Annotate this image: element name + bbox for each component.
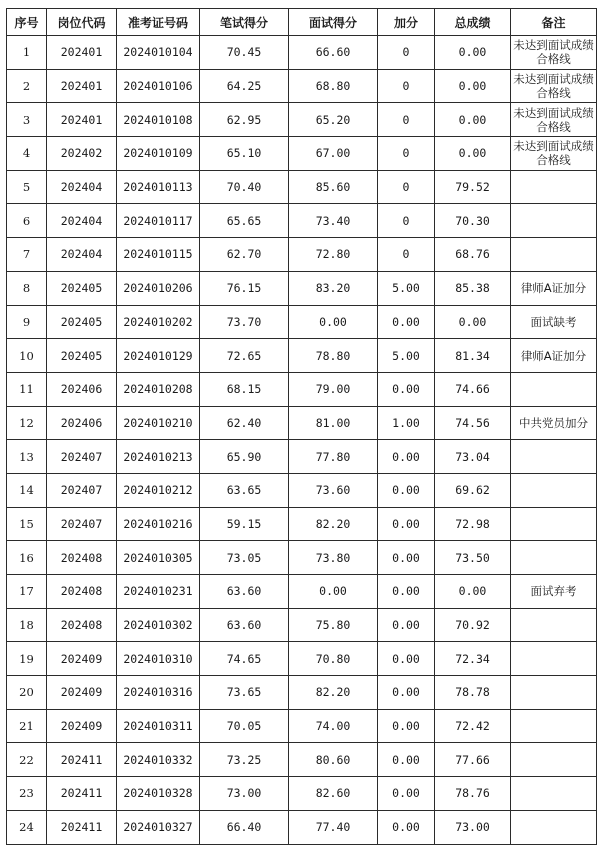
cell-total-score: 78.78 [435,676,511,710]
table-row [7,642,597,676]
cell-post-code: 202405 [47,271,117,305]
cell-post-code: 202401 [47,36,117,70]
cell-bonus: 1.00 [378,406,435,440]
cell-post-code: 202407 [47,473,117,507]
cell-written-score: 63.60 [200,608,289,642]
cell-post-code: 202404 [47,238,117,272]
cell-written-score: 73.00 [200,777,289,811]
cell-seq: 7 [7,238,47,272]
cell-total-score: 85.38 [435,271,511,305]
cell-remarks: 未达到面试成绩合格线 [511,137,597,171]
header-remarks: 备注 [511,9,597,36]
cell-interview-score: 73.60 [289,473,378,507]
table-header [7,9,597,36]
cell-total-score: 70.92 [435,608,511,642]
cell-written-score: 76.15 [200,271,289,305]
cell-ticket-number: 2024010113 [117,170,200,204]
cell-remarks [511,676,597,710]
cell-seq: 8 [7,271,47,305]
cell-post-code: 202402 [47,137,117,171]
cell-bonus: 0 [378,69,435,103]
table-row [7,608,597,642]
cell-remarks: 律师A证加分 [511,339,597,373]
cell-post-code: 202408 [47,608,117,642]
cell-post-code: 202406 [47,406,117,440]
cell-post-code: 202404 [47,170,117,204]
cell-bonus: 0.00 [378,676,435,710]
cell-seq: 12 [7,406,47,440]
header-ticket-number: 准考证号码 [117,9,200,36]
cell-bonus: 0.00 [378,575,435,609]
cell-total-score: 0.00 [435,575,511,609]
cell-total-score: 0.00 [435,36,511,70]
cell-remarks: 未达到面试成绩合格线 [511,103,597,137]
cell-bonus: 0.00 [378,372,435,406]
cell-post-code: 202405 [47,339,117,373]
cell-remarks [511,810,597,844]
cell-total-score: 70.30 [435,204,511,238]
cell-interview-score: 73.80 [289,541,378,575]
table-row [7,743,597,777]
cell-bonus: 0 [378,36,435,70]
table-row [7,103,597,137]
table-row [7,137,597,171]
cell-written-score: 73.70 [200,305,289,339]
cell-bonus: 0.00 [378,709,435,743]
cell-remarks: 未达到面试成绩合格线 [511,69,597,103]
cell-bonus: 0.00 [378,305,435,339]
header-written-score: 笔试得分 [200,9,289,36]
cell-interview-score: 65.20 [289,103,378,137]
cell-bonus: 0 [378,103,435,137]
cell-written-score: 72.65 [200,339,289,373]
header-total-score: 总成绩 [435,9,511,36]
cell-post-code: 202401 [47,69,117,103]
cell-interview-score: 78.80 [289,339,378,373]
cell-written-score: 70.40 [200,170,289,204]
cell-remarks [511,238,597,272]
cell-written-score: 70.05 [200,709,289,743]
cell-ticket-number: 2024010117 [117,204,200,238]
cell-post-code: 202409 [47,642,117,676]
table-row [7,238,597,272]
cell-ticket-number: 2024010216 [117,507,200,541]
table-row [7,69,597,103]
table-row [7,440,597,474]
cell-ticket-number: 2024010206 [117,271,200,305]
cell-bonus: 0.00 [378,608,435,642]
cell-ticket-number: 2024010213 [117,440,200,474]
cell-post-code: 202411 [47,810,117,844]
cell-written-score: 68.15 [200,372,289,406]
cell-remarks: 未达到面试成绩合格线 [511,36,597,70]
cell-written-score: 63.60 [200,575,289,609]
header-post-code: 岗位代码 [47,9,117,36]
cell-total-score: 74.66 [435,372,511,406]
table-row [7,507,597,541]
cell-ticket-number: 2024010129 [117,339,200,373]
cell-post-code: 202405 [47,305,117,339]
cell-bonus: 0 [378,137,435,171]
cell-ticket-number: 2024010311 [117,709,200,743]
table-row [7,170,597,204]
cell-remarks: 面试弃考 [511,575,597,609]
cell-written-score: 73.05 [200,541,289,575]
cell-ticket-number: 2024010108 [117,103,200,137]
cell-written-score: 62.40 [200,406,289,440]
cell-interview-score: 80.60 [289,743,378,777]
table-row [7,36,597,70]
cell-seq: 18 [7,608,47,642]
cell-written-score: 73.65 [200,676,289,710]
cell-post-code: 202409 [47,676,117,710]
cell-post-code: 202408 [47,541,117,575]
cell-ticket-number: 2024010332 [117,743,200,777]
cell-written-score: 65.90 [200,440,289,474]
cell-seq: 10 [7,339,47,373]
cell-remarks [511,743,597,777]
cell-interview-score: 82.60 [289,777,378,811]
cell-written-score: 70.45 [200,36,289,70]
score-table [6,8,597,845]
cell-ticket-number: 2024010316 [117,676,200,710]
cell-seq: 22 [7,743,47,777]
cell-seq: 24 [7,810,47,844]
cell-bonus: 0.00 [378,642,435,676]
cell-interview-score: 85.60 [289,170,378,204]
cell-interview-score: 83.20 [289,271,378,305]
cell-interview-score: 68.80 [289,69,378,103]
cell-written-score: 64.25 [200,69,289,103]
cell-bonus: 0.00 [378,777,435,811]
cell-interview-score: 67.00 [289,137,378,171]
table-row [7,305,597,339]
cell-bonus: 0.00 [378,473,435,507]
cell-seq: 6 [7,204,47,238]
cell-interview-score: 82.20 [289,507,378,541]
cell-remarks [511,541,597,575]
cell-total-score: 0.00 [435,137,511,171]
cell-remarks [511,170,597,204]
cell-remarks [511,204,597,238]
cell-bonus: 0 [378,238,435,272]
cell-written-score: 73.25 [200,743,289,777]
cell-remarks [511,440,597,474]
cell-remarks: 律师A证加分 [511,271,597,305]
cell-post-code: 202411 [47,777,117,811]
cell-interview-score: 79.00 [289,372,378,406]
cell-seq: 21 [7,709,47,743]
cell-interview-score: 70.80 [289,642,378,676]
cell-written-score: 62.95 [200,103,289,137]
cell-ticket-number: 2024010305 [117,541,200,575]
cell-total-score: 73.00 [435,810,511,844]
cell-seq: 23 [7,777,47,811]
table-row [7,372,597,406]
cell-post-code: 202409 [47,709,117,743]
cell-remarks [511,473,597,507]
cell-total-score: 72.34 [435,642,511,676]
cell-remarks [511,642,597,676]
cell-seq: 14 [7,473,47,507]
cell-total-score: 72.98 [435,507,511,541]
cell-ticket-number: 2024010212 [117,473,200,507]
cell-written-score: 65.65 [200,204,289,238]
cell-interview-score: 72.80 [289,238,378,272]
cell-interview-score: 81.00 [289,406,378,440]
header-bonus: 加分 [378,9,435,36]
cell-interview-score: 0.00 [289,305,378,339]
cell-seq: 15 [7,507,47,541]
cell-post-code: 202411 [47,743,117,777]
cell-total-score: 81.34 [435,339,511,373]
cell-ticket-number: 2024010208 [117,372,200,406]
cell-total-score: 0.00 [435,305,511,339]
cell-remarks [511,709,597,743]
cell-bonus: 5.00 [378,271,435,305]
table-row [7,339,597,373]
cell-interview-score: 66.60 [289,36,378,70]
cell-post-code: 202406 [47,372,117,406]
cell-bonus: 0 [378,170,435,204]
cell-seq: 11 [7,372,47,406]
cell-ticket-number: 2024010310 [117,642,200,676]
score-sheet [6,8,597,845]
cell-seq: 20 [7,676,47,710]
cell-total-score: 77.66 [435,743,511,777]
cell-seq: 5 [7,170,47,204]
cell-seq: 13 [7,440,47,474]
table-row [7,575,597,609]
cell-post-code: 202407 [47,440,117,474]
table-row [7,810,597,844]
table-row [7,406,597,440]
cell-bonus: 5.00 [378,339,435,373]
cell-seq: 2 [7,69,47,103]
cell-interview-score: 73.40 [289,204,378,238]
cell-ticket-number: 2024010231 [117,575,200,609]
cell-remarks: 中共党员加分 [511,406,597,440]
cell-written-score: 62.70 [200,238,289,272]
table-row [7,541,597,575]
cell-interview-score: 0.00 [289,575,378,609]
cell-bonus: 0.00 [378,810,435,844]
cell-ticket-number: 2024010104 [117,36,200,70]
header-row [7,9,597,36]
cell-total-score: 73.04 [435,440,511,474]
cell-ticket-number: 2024010202 [117,305,200,339]
cell-total-score: 74.56 [435,406,511,440]
cell-remarks [511,608,597,642]
cell-bonus: 0.00 [378,743,435,777]
cell-post-code: 202407 [47,507,117,541]
cell-written-score: 63.65 [200,473,289,507]
cell-written-score: 66.40 [200,810,289,844]
cell-interview-score: 82.20 [289,676,378,710]
cell-ticket-number: 2024010302 [117,608,200,642]
cell-total-score: 68.76 [435,238,511,272]
cell-ticket-number: 2024010210 [117,406,200,440]
cell-ticket-number: 2024010327 [117,810,200,844]
cell-seq: 16 [7,541,47,575]
cell-remarks: 面试缺考 [511,305,597,339]
cell-total-score: 0.00 [435,69,511,103]
cell-total-score: 0.00 [435,103,511,137]
table-row [7,204,597,238]
cell-ticket-number: 2024010106 [117,69,200,103]
cell-seq: 19 [7,642,47,676]
cell-interview-score: 77.40 [289,810,378,844]
cell-ticket-number: 2024010115 [117,238,200,272]
cell-remarks [511,507,597,541]
table-body [7,36,597,845]
cell-bonus: 0.00 [378,507,435,541]
cell-seq: 4 [7,137,47,171]
cell-total-score: 78.76 [435,777,511,811]
cell-written-score: 59.15 [200,507,289,541]
cell-remarks [511,777,597,811]
cell-remarks [511,372,597,406]
cell-ticket-number: 2024010328 [117,777,200,811]
table-row [7,676,597,710]
cell-total-score: 69.62 [435,473,511,507]
table-row [7,709,597,743]
table-row [7,473,597,507]
cell-seq: 9 [7,305,47,339]
cell-seq: 1 [7,36,47,70]
cell-written-score: 65.10 [200,137,289,171]
cell-total-score: 73.50 [435,541,511,575]
cell-seq: 17 [7,575,47,609]
cell-written-score: 74.65 [200,642,289,676]
cell-bonus: 0.00 [378,440,435,474]
cell-ticket-number: 2024010109 [117,137,200,171]
header-interview-score: 面试得分 [289,9,378,36]
cell-interview-score: 75.80 [289,608,378,642]
table-row [7,271,597,305]
cell-bonus: 0.00 [378,541,435,575]
cell-bonus: 0 [378,204,435,238]
cell-post-code: 202408 [47,575,117,609]
cell-post-code: 202401 [47,103,117,137]
cell-total-score: 79.52 [435,170,511,204]
cell-seq: 3 [7,103,47,137]
cell-interview-score: 77.80 [289,440,378,474]
table-row [7,777,597,811]
cell-interview-score: 74.00 [289,709,378,743]
cell-total-score: 72.42 [435,709,511,743]
header-seq: 序号 [7,9,47,36]
cell-post-code: 202404 [47,204,117,238]
